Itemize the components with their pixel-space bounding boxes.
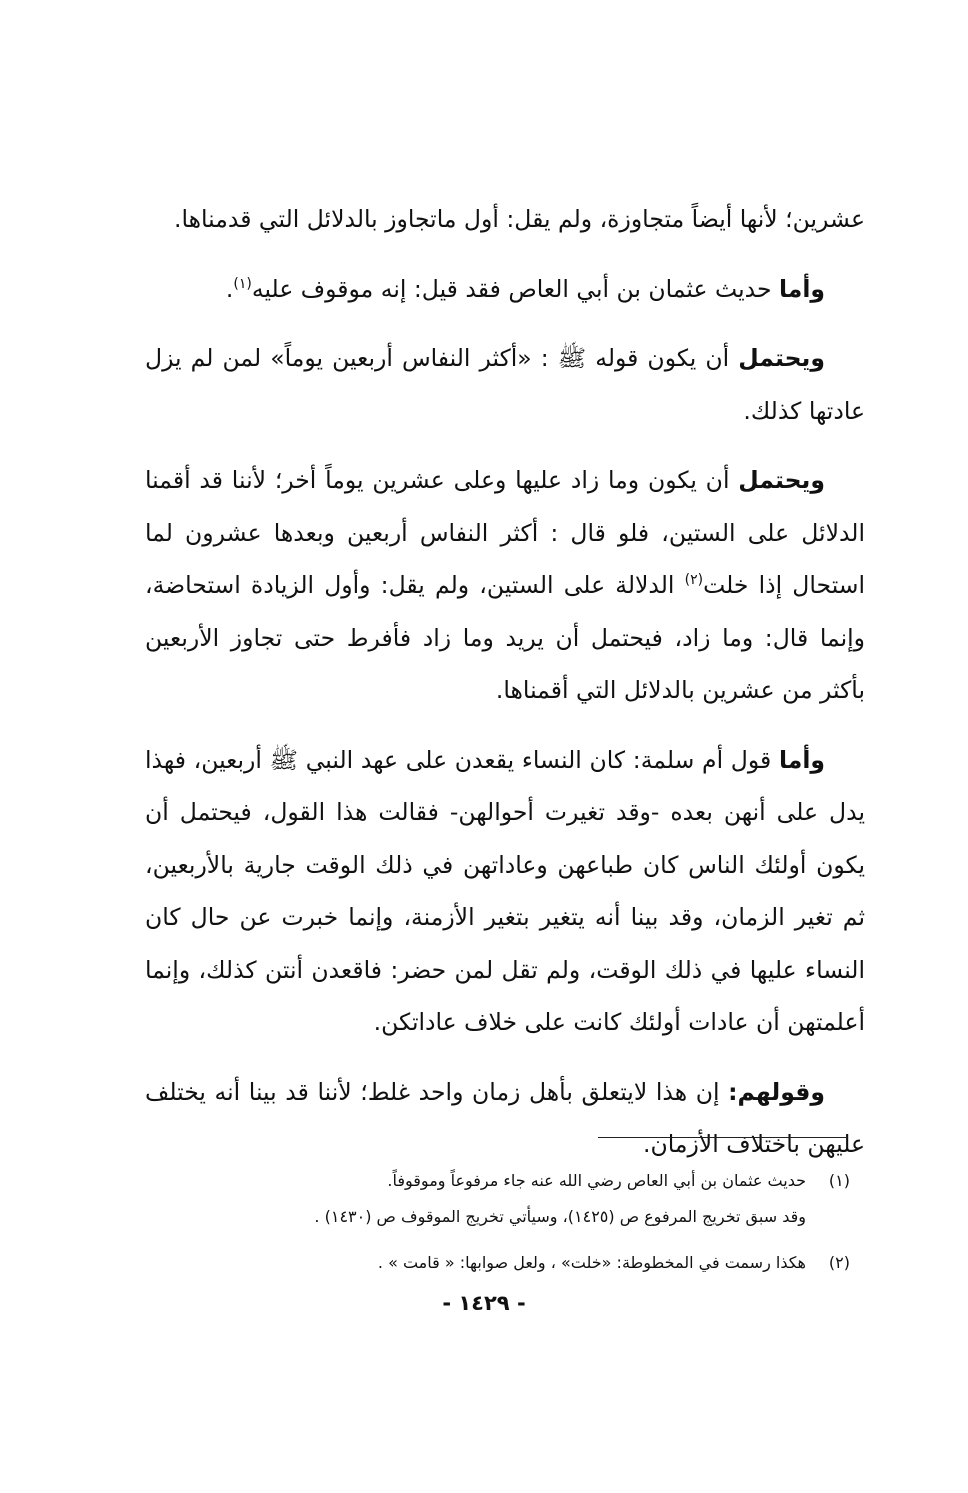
paragraph-4 [145, 454, 865, 717]
footnotes [145, 1163, 850, 1281]
paragraph-text: أن يكون قوله ﷺ : «أكثر النفاس أربعين يوماً» لمن لم يزل عادتها كذلك. [145, 344, 865, 425]
footnote-ref-1: (١) [233, 275, 252, 292]
paragraph-text: عشرين؛ لأنها أيضاً متجاوزة، ولم يقل: أول ماتجاوز بالدلائل التي قدمناها. [174, 205, 865, 233]
paragraph-3 [145, 332, 865, 437]
footnote-1 [145, 1163, 850, 1235]
footnote-line: هكذا رسمت في المخطوطة: «خلت» ، ولعل صوابها: « قامت » . [377, 1253, 806, 1272]
footnote-2 [145, 1245, 850, 1281]
paragraph-tail: الدلالة على الستين، ولم يقل: وأول الزيادة استحاضة، وإنما قال: وما زاد، فيحتمل أن يريد وما زاد فأفرط حتى تجاوز الأربعين بأكثر من عشرين بالدلائل التي أقمناها. [145, 571, 865, 704]
footnote-ref-2: (٢) [684, 572, 704, 589]
paragraph-tail: . [225, 274, 234, 303]
paragraph-6 [145, 1066, 865, 1171]
footnote-divider [598, 1137, 848, 1138]
paragraph-1 [145, 193, 865, 246]
paragraph-lead: ويحتمل [738, 466, 825, 494]
paragraph-lead: وقولهم: [728, 1077, 825, 1106]
footnote-number: (١) [828, 1171, 850, 1190]
footnote-line: وقد سبق تخريج المرفوع ص (١٤٢٥)، وسيأتي تخريج الموقوف ص (١٤٣٠) . [314, 1207, 806, 1226]
page-number: - ١٤٢٩ - [442, 1291, 526, 1315]
paragraph-lead: وأما [778, 745, 825, 774]
main-text [145, 193, 865, 1188]
paragraph-text: إن هذا لايتعلق بأهل زمان واحد غلط؛ لأننا قد بينا أنه يختلف عليهن باختلاف الأزمان. [145, 1077, 865, 1158]
footnote-number: (٢) [828, 1253, 850, 1272]
paragraph-text: أن يكون وما زاد عليها وعلى عشرين يوماً أخر؛ لأننا قد أقمنا الدلائل على الستين، فلو قال : أكثر النفاس أربعين وبعدها عشرون لما استحال إذا خلت [145, 466, 866, 599]
paragraph-lead: وأما [778, 274, 825, 303]
paragraph-text: قول أم سلمة: كان النساء يقعدن على عهد النبي ﷺ أربعين، فهذا يدل على أنهن بعده -وقد تغيرت أحوالهن- فقالت هذا القول، فيحتمل أن يكون أولئك الناس كان طباعهن وعاداتهن في ذلك الوقت جارية بالأربعين، ثم تغير الزمان، وقد بينا أنه يتغير بتغير الأزمنة، وإنما خبرت عن حال كان النساء عليها في ذلك الوقت، ولم تقل لمن حضر: فاقعدن أنتن كذلك، وإنما أعلمتهن أن عادات أولئك كانت على خلاف عاداتكن. [145, 745, 865, 1036]
paragraph-lead: ويحتمل [738, 344, 825, 372]
paragraph-5 [145, 734, 865, 1049]
paragraph-text: حديث عثمان بن أبي العاص فقد قيل: إنه موقوف عليه [251, 274, 779, 303]
paragraph-2 [145, 263, 865, 316]
footnote-line: حديث عثمان بن أبي العاص رضي الله عنه جاء مرفوعاً وموقوفاً. [387, 1171, 806, 1190]
